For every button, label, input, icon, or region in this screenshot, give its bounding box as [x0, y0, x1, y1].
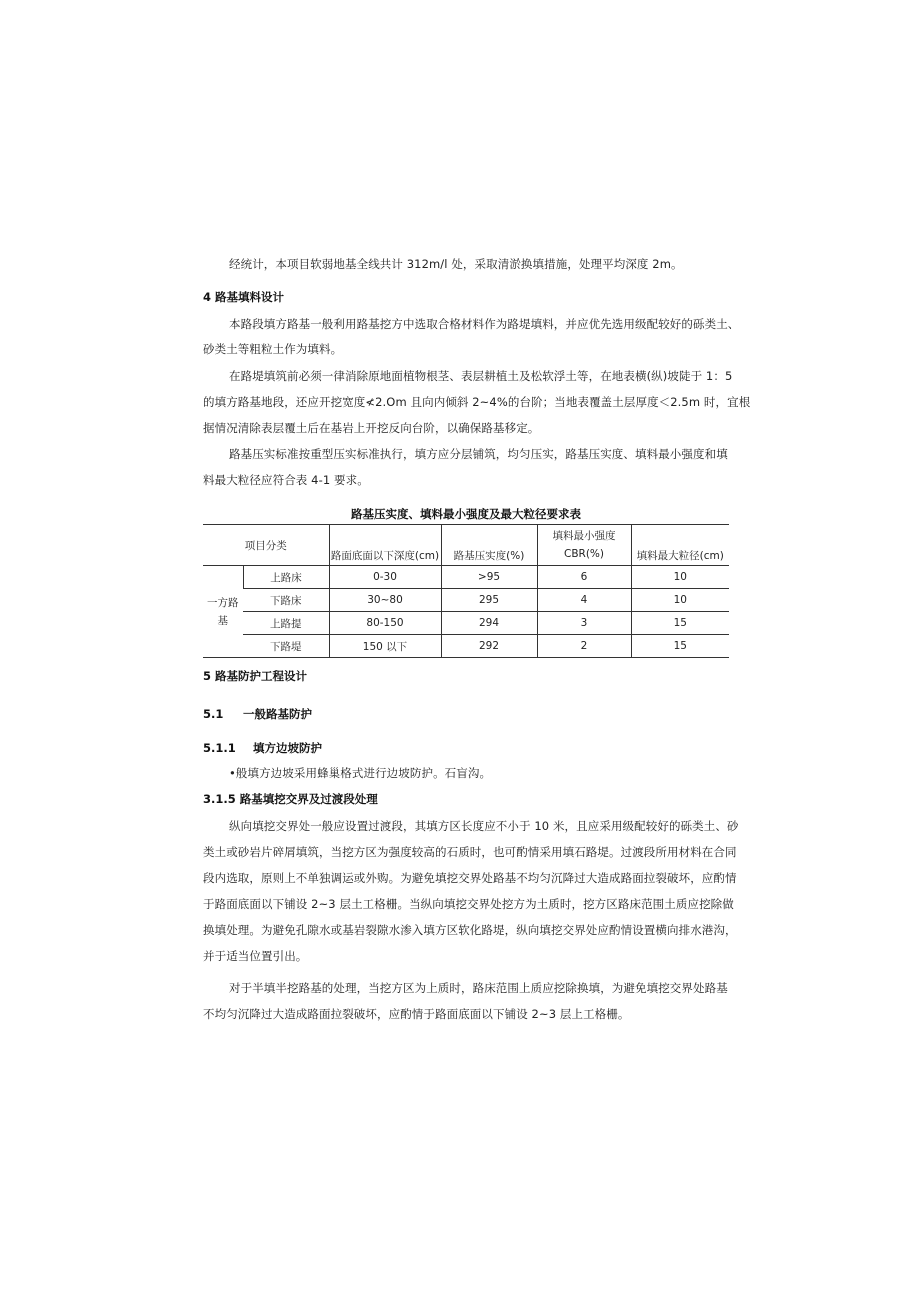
header-size: 填料最大粒径(cm) [631, 525, 729, 566]
table-row [203, 566, 729, 589]
cell-depth: 30~80 [329, 589, 441, 612]
heading-4 [203, 287, 284, 307]
cell-name: 上路提 [243, 612, 329, 635]
cell-compaction: 294 [441, 612, 537, 635]
paragraph-transition-line3: 段内选取，原则上不单独调运或外购。为避免填挖交界处路基不均匀沉降过大造成路面拉裂破坏，应酌情 [203, 871, 737, 885]
header-depth: 路面底面以下深度(cm) [329, 525, 441, 566]
paragraph-transition-line1: 纵向填挖交界处一般应设置过渡段，其填方区长度应不小于 10 米，且应采用级配较好的砾类土、砂 [229, 819, 739, 833]
heading-number: 5 [203, 669, 212, 683]
table-row [203, 612, 729, 635]
paragraph-slope-protection: •般填方边坡采用蜂巢格式进行边坡防护。石盲沟。 [229, 766, 492, 780]
cell-compaction: 292 [441, 635, 537, 658]
paragraph-half-fill-line1: 对于半填半挖路基的处理，当挖方区为上质时，路床范围上质应挖除换填，为避免填挖交界处路基 [229, 981, 728, 995]
table-row [203, 589, 729, 612]
paragraph-fill-material-line1: 本路段填方路基一般利用路基挖方中选取合格材料作为路堤填料，并应优先选用级配较好的砾类土、 [229, 317, 740, 331]
header-compaction: 路基压实度(%) [441, 525, 537, 566]
heading-number: 4 [203, 290, 212, 304]
header-cbr [537, 525, 631, 566]
heading-5-1 [203, 704, 312, 724]
cell-compaction: >95 [441, 566, 537, 589]
heading-number: 3.1.5 [203, 792, 236, 806]
cell-cbr: 4 [537, 589, 631, 612]
cell-size: 10 [631, 566, 729, 589]
cell-size: 15 [631, 612, 729, 635]
heading-title: 一般路基防护 [243, 707, 313, 721]
table-header-row [203, 525, 729, 566]
heading-number: 5.1 [203, 707, 224, 721]
group-label-line2: 基 [217, 614, 228, 627]
paragraph-embankment-line3: 据情况清除表层覆土后在基岩上开挖反向台阶，以确保路基移定。 [203, 421, 540, 435]
paragraph-compaction-line2: 料最大粒径应符合表 4-1 要求。 [203, 473, 369, 487]
heading-5-1-1 [203, 738, 322, 758]
heading-title: 路基填料设计 [215, 290, 285, 304]
paragraph-fill-material-line2: 砂类土等粗粒土作为填料。 [203, 342, 343, 356]
paragraph-compaction-line1: 路基压实标准按重型压实标准执行，填方应分层铺筑，均匀压实，路基压实度、填料最小强度和填 [229, 447, 728, 461]
group-label-line1: 一方路 [207, 596, 239, 609]
cell-cbr: 6 [537, 566, 631, 589]
heading-3-1-5 [203, 789, 378, 809]
group-label [203, 566, 243, 658]
cell-size: 10 [631, 589, 729, 612]
heading-title: 填方边坡防护 [253, 741, 323, 755]
header-cbr-bottom: CBR(%) [563, 548, 604, 560]
paragraph-embankment-line2: 的填方路基地段，还应开挖宽度≮2.Om 且向内倾斜 2~4%的台阶；当地表覆盖土层厚度＜2.5m 时，宜根 [203, 395, 751, 409]
cell-name: 上路床 [243, 566, 329, 589]
heading-title: 路基防护工程设计 [215, 669, 308, 683]
cell-compaction: 295 [441, 589, 537, 612]
cell-depth: 80-150 [329, 612, 441, 635]
paragraph-embankment-line1: 在路堤填筑前必须一律消除原地面植物根茎、表层耕植土及松软浮土等，在地表横(纵)坡陡于 1：5 [229, 369, 733, 383]
cell-cbr: 2 [537, 635, 631, 658]
cell-depth: 0-30 [329, 566, 441, 589]
cell-name: 下路床 [243, 589, 329, 612]
compaction-requirements-table [203, 524, 729, 658]
header-category: 项目分类 [203, 525, 329, 566]
cell-size: 15 [631, 635, 729, 658]
paragraph-half-fill-line2: 不均匀沉降过大造成路面拉裂破坏，应酌情于路面底面以下铺设 2~3 层上工格栅。 [203, 1007, 630, 1021]
table-row [203, 635, 729, 658]
paragraph-transition-line5: 换填处理。为避免孔隙水或基岩裂隙水渗入填方区软化路堤，纵向填挖交界处应酌情设置横向排水港沟， [203, 923, 737, 937]
header-cbr-top: 填料最小强度 [552, 530, 616, 542]
heading-title: 路基填挖交界及过渡段处理 [239, 792, 378, 806]
paragraph-transition-line6: 并于适当位置引出。 [203, 949, 308, 963]
cell-cbr: 3 [537, 612, 631, 635]
heading-number: 5.1.1 [203, 741, 236, 755]
table-caption: 路基压实度、填料最小强度及最大粒径要求表 [351, 507, 581, 521]
cell-depth: 150 以下 [329, 635, 441, 658]
paragraph-transition-line2: 类土或砂岩片碎屑填筑，当挖方区为强度较高的石质时，也可酌情采用填石路堤。过渡段所用材料在合同 [203, 845, 737, 859]
cell-name: 下路堤 [243, 635, 329, 658]
paragraph-soft-foundation: 经统计，本项目软弱地基全线共计 312m/l 处，采取清淤换填措施，处理平均深度 2m。 [229, 257, 683, 271]
paragraph-transition-line4: 于路面底面以下铺设 2~3 层土工格栅。当纵向填挖交界处挖方为土质时，挖方区路床范围土质应挖除做 [203, 897, 734, 911]
heading-5 [203, 666, 307, 686]
